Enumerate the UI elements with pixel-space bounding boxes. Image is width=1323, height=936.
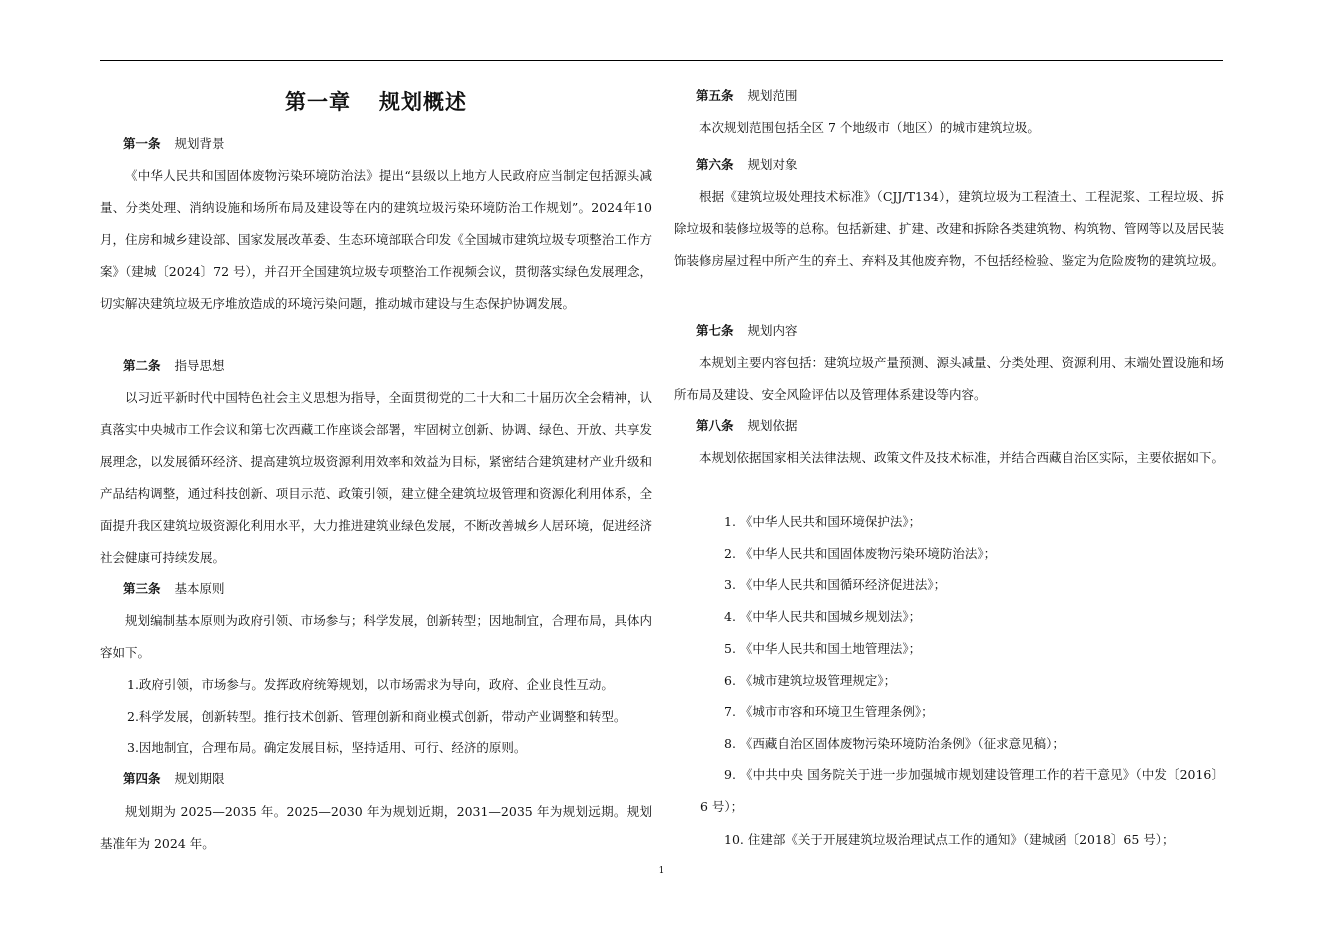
article-number: 第八条 [696,418,734,433]
article-6-text: 根据《建筑垃圾处理技术标准》（CJJ/T134），建筑垃圾为工程渣土、工程泥浆、工程垃圾、拆除垃圾和装修垃圾等的总称。包括新建、扩建、改建和拆除各类建筑物、构筑物、管网等以及居民装饰装修房屋过程中所产生的弃土、弃料及其他废弃物，不包括经检验、鉴定为危险废物的建筑垃圾。 [674,189,1225,268]
article-number: 第六条 [696,157,734,172]
article-number: 第七条 [696,323,734,338]
article-8-text: 本规划依据国家相关法律法规、政策文件及技术标准，并结合西藏自治区实际，主要依据如下。 [699,450,1225,465]
article-number: 第三条 [123,581,161,596]
article-4-text: 规划期为 2025—2035 年。2025—2030 年为规划近期，2031—2035 年为规划远期。规划基准年为 2024 年。 [100,804,652,851]
article-number: 第一条 [123,136,161,151]
article-number: 第四条 [123,771,161,786]
reference-item: 8. 《西藏自治区固体废物污染环境防治条例》（征求意见稿）； [724,736,1065,751]
article-title: 规划内容 [747,323,798,338]
reference-item: 2. 《中华人民共和国固体废物污染环境防治法》； [724,546,997,561]
article-3-heading [123,581,225,597]
article-title: 规划期限 [174,771,225,786]
reference-item: 9. 《中共中央 国务院关于进一步加强城市规划建设管理工作的若干意见》（中发〔2016〕6 号）； [700,767,1224,814]
reference-item: 5. 《中华人民共和国土地管理法》； [724,641,922,656]
article-6-heading [696,157,798,173]
chapter-name: 规划概述 [379,90,467,114]
reference-item: 7. 《城市市容和环境卫生管理条例》； [724,704,934,719]
article-number: 第五条 [696,88,734,103]
article-title: 规划对象 [747,157,798,172]
principle-item: 1.政府引领，市场参与。发挥政府统筹规划，以市场需求为导向，政府、企业良性互动。 [127,677,614,692]
article-7-heading [696,323,798,339]
article-1-text: 《中华人民共和国固体废物污染环境防治法》提出“县级以上地方人民政府应当制定包括源头减量、分类处理、消纳设施和场所布局及建设等在内的建筑垃圾污染环境防治工作规划”。2024年10月，住房和城乡建设部、国家发展改革委、生态环境部联合印发《全国城市建筑垃圾专项整治工作方案》（建城〔2024〕72 号），并召开全国建筑垃圾专项整治工作视频会议，贯彻落实绿色发展理念，切实解决建筑垃圾无序堆放造成的环境污染问题，推动城市建设与生态保护协调发展。 [100,168,652,311]
article-8-heading [696,418,798,434]
article-5-heading [696,88,798,104]
reference-item: 6. 《城市建筑垃圾管理规定》； [724,673,897,688]
article-3-text: 规划编制基本原则为政府引领、市场参与；科学发展，创新转型；因地制宜，合理布局，具体内容如下。 [100,613,652,660]
reference-item: 4. 《中华人民共和国城乡规划法》； [724,609,922,624]
reference-item: 10. 住建部《关于开展建筑垃圾治理试点工作的通知》（建城函〔2018〕65 号）； [724,832,1175,847]
article-title: 规划范围 [747,88,798,103]
chapter-label: 第一章 [285,90,351,114]
principle-item: 3.因地制宜，合理布局。确定发展目标，坚持适用、可行、经济的原则。 [127,740,527,755]
article-title: 规划依据 [747,418,798,433]
reference-item: 1. 《中华人民共和国环境保护法》； [724,514,922,529]
article-2-text: 以习近平新时代中国特色社会主义思想为指导，全面贯彻党的二十大和二十届历次全会精神，认真落实中央城市工作会议和第七次西藏工作座谈会部署，牢固树立创新、协调、绿色、开放、共享发展理念，以发展循环经济、提高建筑垃圾资源利用效率和效益为目标，紧密结合建筑建材产业升级和产品结构调整，通过科技创新、项目示范、政策引领，建立健全建筑垃圾管理和资源化利用体系，全面提升我区建筑垃圾资源化利用水平，大力推进建筑业绿色发展，不断改善城乡人居环境，促进经济社会健康可持续发展。 [100,390,652,565]
article-5-text: 本次规划范围包括全区 7 个地级市（地区）的城市建筑垃圾。 [699,120,1040,135]
article-7-text: 本规划主要内容包括：建筑垃圾产量预测、源头减量、分类处理、资源利用、末端处置设施和场所布局及建设、安全风险评估以及管理体系建设等内容。 [674,355,1225,402]
article-title: 指导思想 [174,358,225,373]
article-number: 第二条 [123,358,161,373]
principle-item: 2.科学发展，创新转型。推行技术创新、管理创新和商业模式创新，带动产业调整和转型。 [127,709,627,724]
chapter-title [100,86,652,116]
article-2-heading [123,358,225,374]
reference-item: 3. 《中华人民共和国循环经济促进法》； [724,577,947,592]
header-rule [100,60,1223,61]
article-title: 基本原则 [174,581,225,596]
page-number: 1 [658,866,665,876]
article-title: 规划背景 [174,136,225,151]
article-1-heading [123,136,225,152]
article-4-heading [123,771,225,787]
